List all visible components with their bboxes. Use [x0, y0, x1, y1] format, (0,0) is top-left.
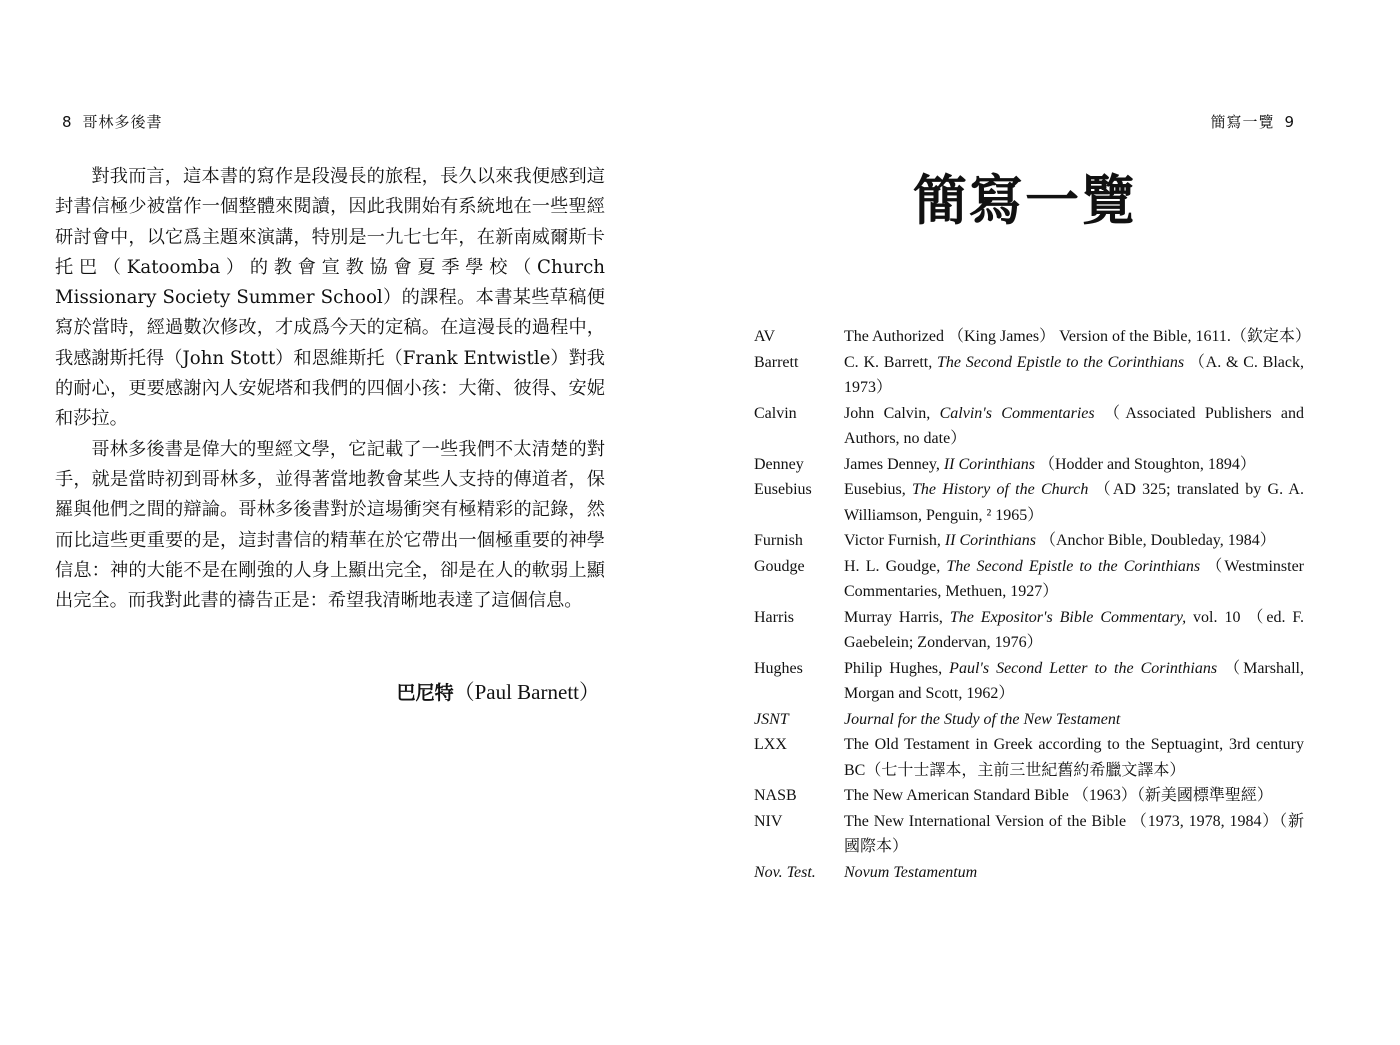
citation-title: The Expositor's Bible Commentary,	[949, 608, 1187, 626]
abbreviation-description	[844, 350, 1304, 401]
abbreviation-entry	[754, 350, 1304, 401]
citation-title: The History of the Church	[912, 481, 1089, 498]
abbreviation-key: Furnish	[754, 532, 803, 549]
abbreviation-entry	[754, 656, 1304, 707]
abbreviation-entry	[754, 528, 1304, 554]
book-title: 哥林多後書	[82, 113, 163, 131]
abbreviation-entry	[754, 783, 1304, 809]
citation-publication: （Associated Publishers and Authors, no date）	[844, 404, 1305, 447]
citation-author: James Denney,	[844, 455, 944, 473]
abbreviation-key: Denney	[754, 455, 804, 473]
abbreviation-key: Calvin	[754, 404, 797, 422]
citation-publication: vol. 10 （ed. F. Gaebelein; Zondervan, 1976）	[844, 608, 1305, 651]
abbreviation-description: The New International Version of the Bible （1973, 1978, 1984）（新國際本）	[844, 812, 1304, 855]
abbreviation-description: The Old Testament in Greek according to the Septuagint, 3rd century BC（七十士譯本，主前三世紀舊約希臘文譯本）	[844, 736, 1304, 779]
abbreviation-entry	[754, 452, 1304, 478]
citation-publication: （A. & C. Black, 1973）	[844, 353, 1304, 396]
abbreviation-key: JSNT	[754, 710, 789, 728]
abbreviation-description	[844, 707, 1304, 733]
citation-title: Journal for the Study of the New Testament	[844, 710, 1121, 728]
abbreviation-key: NASB	[754, 787, 797, 804]
abbreviation-description	[844, 554, 1304, 605]
preface-body	[55, 162, 605, 616]
citation-publication: （Westminster Commentaries, Methuen, 1927）	[844, 557, 1305, 600]
citation-title: II Corinthians	[944, 532, 1036, 549]
page-number-left: 8	[62, 113, 73, 131]
running-head-right	[1210, 111, 1305, 132]
citation-author: Victor Furnish,	[844, 532, 945, 549]
abbreviation-description	[844, 528, 1304, 554]
citation-author: John Calvin,	[844, 404, 940, 422]
citation-author: Eusebius,	[844, 481, 913, 498]
abbreviation-description: The New American Standard Bible （1963）（新美國標準聖經）	[844, 787, 1273, 804]
abbreviation-entry	[754, 477, 1304, 528]
abbreviation-description	[844, 656, 1304, 707]
author-signature	[397, 676, 600, 706]
abbreviation-description	[844, 401, 1304, 452]
citation-author: Philip Hughes,	[844, 659, 950, 677]
abbreviation-description	[844, 477, 1304, 528]
citation-title: The Second Epistle to the Corinthians	[946, 557, 1201, 575]
abbreviation-key: Goudge	[754, 557, 805, 575]
abbreviation-entry	[754, 554, 1304, 605]
citation-title: Novum Testamentum	[844, 863, 978, 881]
abbreviation-entry	[754, 732, 1304, 783]
abbreviation-key: LXX	[754, 736, 787, 753]
abbreviation-entry	[754, 707, 1304, 733]
abbreviation-key: Hughes	[754, 659, 803, 677]
citation-title: The Second Epistle to the Corinthians	[937, 353, 1185, 371]
abbreviation-key: AV	[754, 328, 776, 345]
paragraph-2: 哥林多後書是偉大的聖經文學，它記載了一些我們不太清楚的對手，就是當時初到哥林多，並得著當地教會某些人支持的傳道者，保羅與他們之間的辯論。哥林多後書對於這場衝突有極精彩的記錄，然而比這些更重要的是，這封書信的精華在於它帶出一個極重要的神學信息：神的大能不是在剛強的人身上顯出完全，卻是在人的軟弱上顯出完全。而我對此書的禱告正是：希望我清晰地表達了這個信息。	[55, 438, 605, 612]
abbreviation-entry	[754, 605, 1304, 656]
citation-publication: （AD 325; translated by G. A. Williamson, Penguin, ² 1965）	[844, 481, 1304, 524]
citation-author: Murray Harris,	[844, 608, 950, 626]
abbreviation-entry	[754, 401, 1304, 452]
abbreviation-key: NIV	[754, 812, 783, 830]
abbreviation-entry	[754, 860, 1304, 886]
page-number-right: 9	[1284, 113, 1295, 131]
citation-title: II Corinthians	[943, 455, 1035, 473]
abbreviation-description	[844, 452, 1304, 478]
running-head-left	[52, 111, 163, 132]
abbreviation-entry	[754, 809, 1304, 860]
abbreviation-key: Barrett	[754, 353, 799, 371]
chapter-title: 簡寫一覽	[913, 169, 1137, 232]
signature-cjk: 巴尼特	[396, 682, 454, 704]
running-title: 簡寫一覽	[1210, 113, 1275, 131]
citation-publication: （Hodder and Stoughton, 1894）	[1034, 455, 1256, 473]
abbreviation-key: Nov. Test.	[754, 863, 816, 881]
citation-author: C. K. Barrett,	[844, 353, 938, 371]
signature-latin: （Paul Barnett）	[453, 680, 600, 704]
abbreviation-list	[754, 324, 1311, 885]
abbreviation-entry	[754, 324, 1311, 350]
abbreviation-key: Eusebius	[754, 481, 812, 498]
citation-publication: （Marshall, Morgan and Scott, 1962）	[844, 659, 1304, 702]
abbreviation-description	[844, 860, 1304, 886]
abbreviation-description: The Authorized （King James） Version of the Bible, 1611.（欽定本）	[844, 328, 1311, 345]
paragraph-1: 對我而言，這本書的寫作是段漫長的旅程，長久以來我便感到這封書信極少被當作一個整體來閱讀，因此我開始有系統地在一些聖經研討會中，以它爲主題來演講，特別是一九七七年，在新南威爾斯卡托巴（Katoomba）的教會宣教協會夏季學校（Church Missionary Society Summer School）的課程。本書某些草稿便寫於當時，經過數次修改，才成爲今天的定稿。在這漫長的過程中，我感謝斯托得（John Stott）和恩維斯托（Frank Entwistle）對我的耐心，更要感謝內人安妮塔和我們的四個小孩：大衛、彼得、安妮和莎拉。	[55, 166, 605, 430]
citation-title: Calvin's Commentaries	[939, 404, 1095, 422]
citation-title: Paul's Second Letter to the Corinthians	[949, 659, 1218, 677]
citation-publication: （Anchor Bible, Doubleday, 1984）	[1035, 532, 1276, 549]
abbreviation-description	[844, 605, 1304, 656]
citation-author: H. L. Goudge,	[844, 557, 947, 575]
right-page	[700, 0, 1400, 1045]
abbreviation-key: Harris	[754, 608, 794, 626]
